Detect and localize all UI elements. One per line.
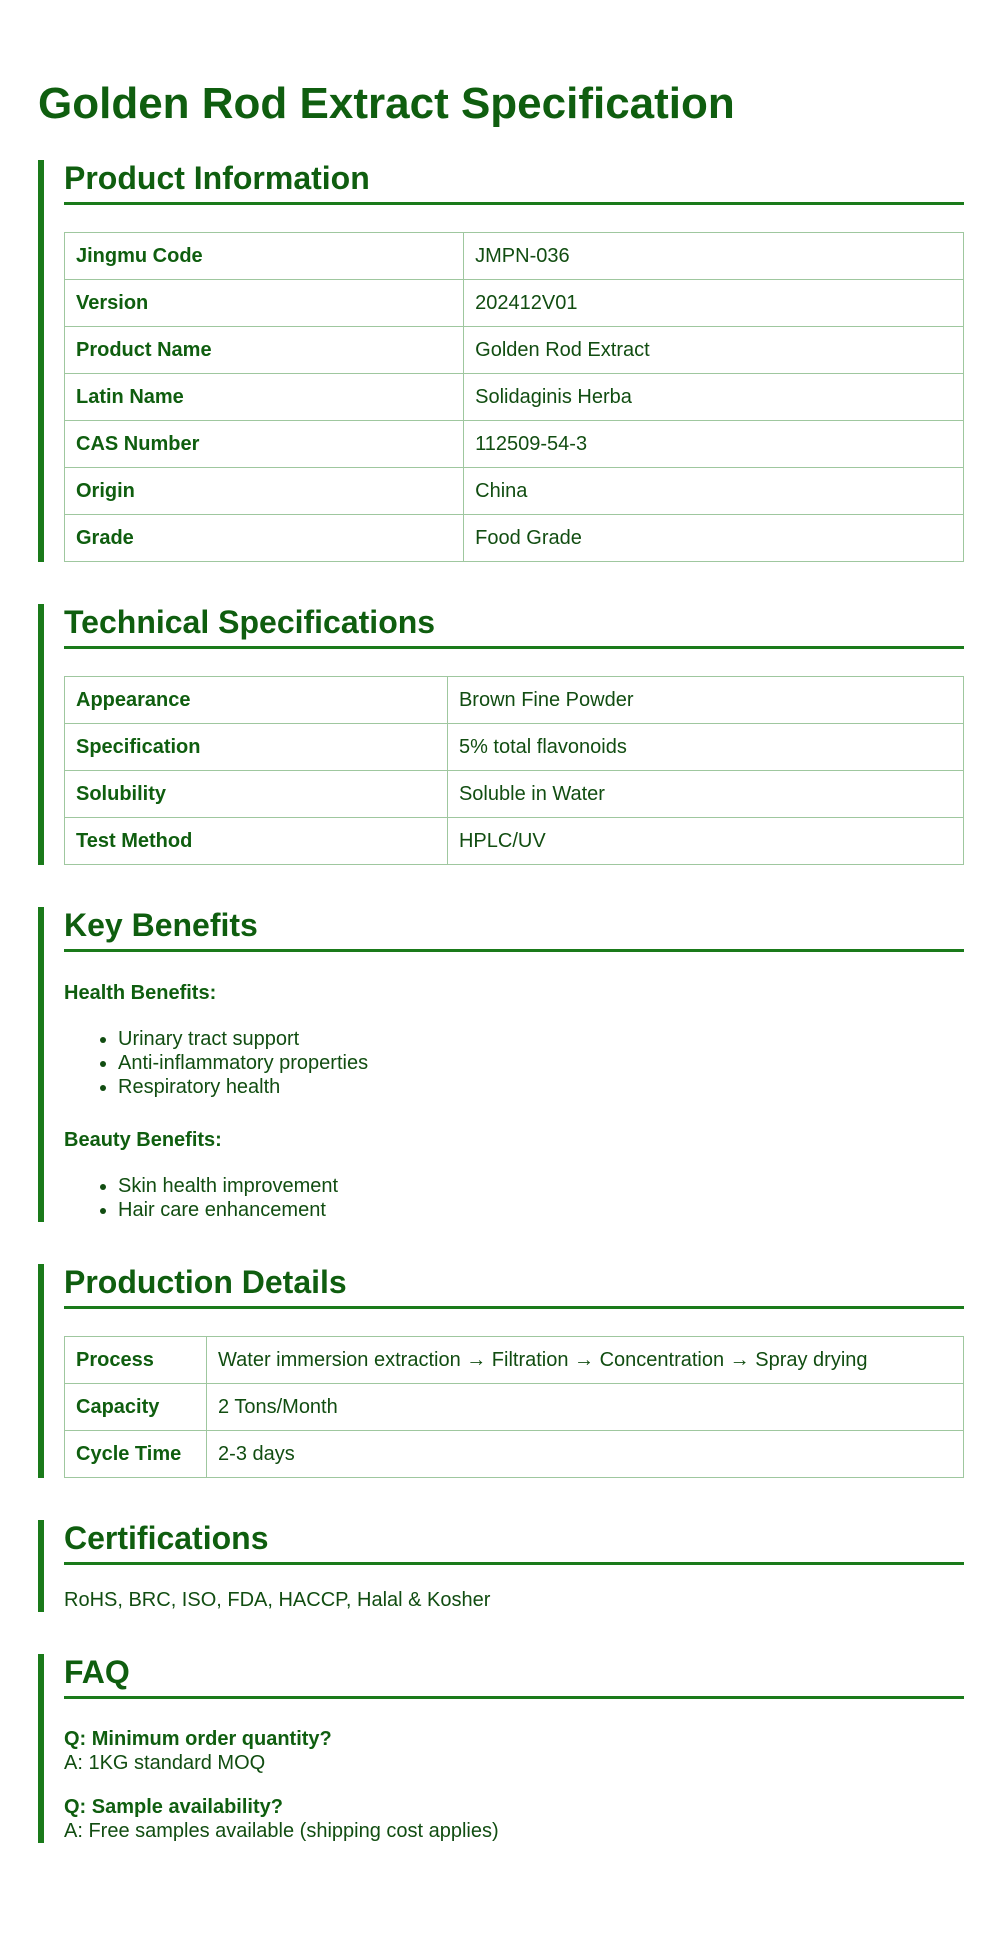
row-value: China bbox=[464, 468, 964, 515]
table-row bbox=[65, 771, 964, 818]
product-information-section bbox=[38, 160, 964, 562]
row-key: Test Method bbox=[65, 818, 448, 865]
row-value: Water immersion extraction → Filtration → Concentration → Spray drying bbox=[207, 1337, 964, 1384]
key-benefits-section bbox=[38, 907, 964, 1222]
list-item: • Respiratory health bbox=[118, 1075, 964, 1099]
faq-question: Q: Sample availability? bbox=[64, 1796, 283, 1818]
row-value: HPLC/UV bbox=[447, 818, 963, 865]
production-details-section bbox=[38, 1264, 964, 1478]
table-row bbox=[65, 233, 964, 280]
list-item: • Urinary tract support bbox=[118, 1027, 964, 1051]
row-value: JMPN-036 bbox=[464, 233, 964, 280]
row-key: Grade bbox=[65, 515, 464, 562]
row-key: Origin bbox=[65, 468, 464, 515]
section-heading: Certifications bbox=[64, 1520, 964, 1565]
table-row bbox=[65, 677, 964, 724]
section-heading: Key Benefits bbox=[64, 907, 964, 952]
production-details-table bbox=[64, 1336, 964, 1478]
row-key: Solubility bbox=[65, 771, 448, 818]
table-row bbox=[65, 515, 964, 562]
row-key: CAS Number bbox=[65, 421, 464, 468]
row-key: Version bbox=[65, 280, 464, 327]
row-value: Solidaginis Herba bbox=[464, 374, 964, 421]
technical-specifications-table bbox=[64, 676, 964, 865]
row-key: Cycle Time bbox=[65, 1431, 207, 1478]
section-heading: Production Details bbox=[64, 1264, 964, 1309]
certifications-text: RoHS, BRC, ISO, FDA, HACCP, Halal & Kosher bbox=[64, 1589, 491, 1611]
faq-answer: A: 1KG standard MOQ bbox=[64, 1752, 266, 1774]
certifications-section bbox=[38, 1520, 964, 1612]
faq-answer: A: Free samples available (shipping cost applies) bbox=[64, 1820, 499, 1842]
beauty-benefits-list bbox=[64, 1174, 964, 1222]
list-item: • Skin health improvement bbox=[118, 1174, 964, 1198]
row-key: Jingmu Code bbox=[65, 233, 464, 280]
table-row bbox=[65, 818, 964, 865]
beauty-benefits-title: Beauty Benefits: bbox=[64, 1129, 222, 1151]
technical-specifications-section bbox=[38, 604, 964, 865]
row-value: Soluble in Water bbox=[447, 771, 963, 818]
health-benefits-title: Health Benefits: bbox=[64, 982, 217, 1004]
table-row bbox=[65, 280, 964, 327]
health-benefits-list bbox=[64, 1027, 964, 1099]
row-key: Process bbox=[65, 1337, 207, 1384]
row-value: 202412V01 bbox=[464, 280, 964, 327]
section-heading: Technical Specifications bbox=[64, 604, 964, 649]
list-item: • Hair care enhancement bbox=[118, 1198, 964, 1222]
table-row bbox=[65, 1337, 964, 1384]
table-row bbox=[65, 1431, 964, 1478]
faq-section bbox=[38, 1654, 964, 1843]
faq-question: Q: Minimum order quantity? bbox=[64, 1728, 332, 1750]
row-value: 5% total flavonoids bbox=[447, 724, 963, 771]
row-key: Specification bbox=[65, 724, 448, 771]
table-row bbox=[65, 327, 964, 374]
table-row bbox=[65, 468, 964, 515]
section-heading: Product Information bbox=[64, 160, 964, 205]
row-value: 2-3 days bbox=[207, 1431, 964, 1478]
table-row bbox=[65, 1384, 964, 1431]
row-key: Product Name bbox=[65, 327, 464, 374]
row-value: Brown Fine Powder bbox=[447, 677, 963, 724]
row-key: Latin Name bbox=[65, 374, 464, 421]
row-value: Golden Rod Extract bbox=[464, 327, 964, 374]
row-value: 112509-54-3 bbox=[464, 421, 964, 468]
table-row bbox=[65, 724, 964, 771]
list-item: • Anti-inflammatory properties bbox=[118, 1051, 964, 1075]
row-value: 2 Tons/Month bbox=[207, 1384, 964, 1431]
row-value: Food Grade bbox=[464, 515, 964, 562]
section-heading: FAQ bbox=[64, 1654, 964, 1699]
table-row bbox=[65, 421, 964, 468]
row-key: Capacity bbox=[65, 1384, 207, 1431]
row-key: Appearance bbox=[65, 677, 448, 724]
table-row bbox=[65, 374, 964, 421]
product-information-table bbox=[64, 232, 964, 562]
page-title: Golden Rod Extract Specification bbox=[38, 79, 735, 128]
